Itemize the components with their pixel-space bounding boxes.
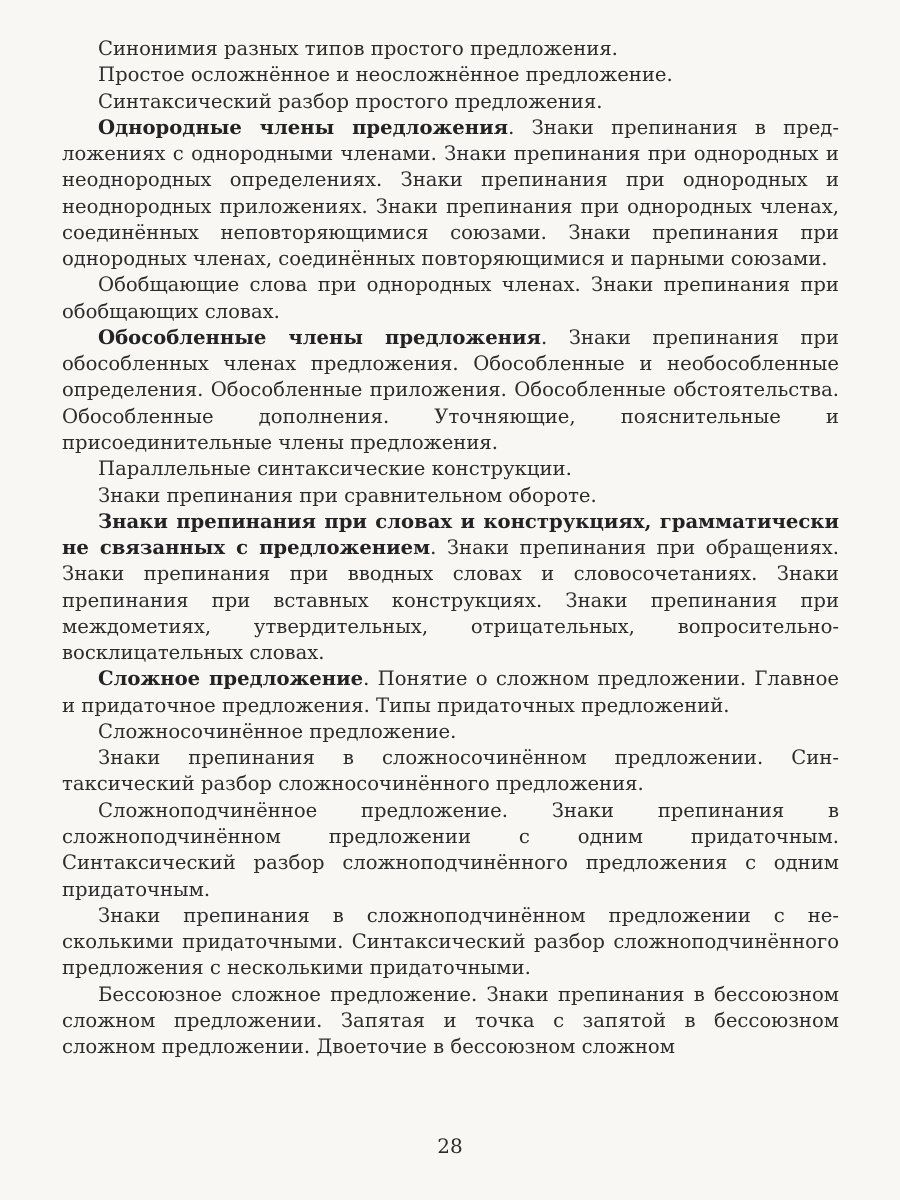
paragraph-9-text: . Знаки препинания при обращениях. Знаки препинания при вводных словах и словосочетаниях. Знаки препинания при вставных конструкциях. Знаки препинания при междометиях, утвердительных, отрицательных, вопросительно-восклицательных словах.: [62, 536, 839, 665]
paragraph-12-text: Знаки препинания в сложносочинённом предложении. Синтаксический разбор сложносочинённого предложения.: [62, 746, 839, 796]
paragraph-11-text: Сложносочинённое предложение.: [98, 719, 457, 743]
paragraph-4: [62, 115, 839, 273]
paragraph-15-text: Бессоюзное сложное предложение. Знаки препинания в бессоюзном сложном предложении. Запятая и точка с запятой в бессоюзном сложном предложении. Двоеточие в бессоюзном сложном: [62, 982, 839, 1059]
paragraph-7-text: Параллельные синтаксические конструкции.: [98, 457, 572, 481]
paragraph-2: [62, 62, 839, 88]
paragraph-9: [62, 509, 839, 667]
paragraph-6-lead: Обособленные члены предложения: [98, 325, 542, 349]
paragraph-12: [62, 745, 839, 798]
page-body-text: [62, 36, 839, 1060]
paragraph-11: [62, 719, 839, 745]
paragraph-3: [62, 89, 839, 115]
paragraph-1-text: Синонимия разных типов простого предложения.: [98, 37, 618, 60]
paragraph-10: [62, 666, 839, 719]
paragraph-13-text: Сложноподчинённое предложение. Знаки препинания в сложноподчинённом предложении с одним придаточным. Синтаксический разбор сложноподчинённого предложения с одним придаточным.: [62, 798, 839, 901]
paragraph-14: [62, 903, 839, 982]
paragraph-9-lead: Знаки препинания при словах и конструкциях, грамматически не связанных с предложением: [62, 509, 839, 560]
page-number: 28: [437, 1134, 463, 1158]
paragraph-7: [62, 456, 839, 482]
paragraph-8: [62, 483, 839, 509]
paragraph-4-text: . Знаки препинания в предложениях с однородными членами. Знаки препинания при однородных и неоднородных определениях. Знаки препинания при однородных и неоднородных приложениях. Знаки препинания при однородных членах, соединённых неповторяющимися союзами. Знаки препинания при однородных членах, соединённых повторяющимися и парными союзами.: [62, 115, 839, 271]
paragraph-15: [62, 982, 839, 1061]
paragraph-10-text: . Понятие о сложном предложении. Главное и придаточное предложения. Типы придаточных предложений.: [62, 667, 839, 717]
paragraph-3-text: Синтаксический разбор простого предложения.: [98, 89, 603, 113]
paragraph-14-text: Знаки препинания в сложноподчинённом предложении с несколькими придаточными. Синтаксический разбор сложноподчинённого предложения с несколькими придаточными.: [62, 903, 839, 980]
paragraph-4-lead: Однородные члены предложения: [98, 115, 509, 139]
paragraph-10-lead: Сложное предложение: [98, 667, 364, 691]
paragraph-5-text: Обобщающие слова при однородных членах. Знаки препинания при обобщающих словах.: [62, 273, 839, 323]
paragraph-6-text: . Знаки препинания при обособленных членах предложения. Обособленные и необособленные определения. Обособленные приложения. Обособленные обстоятельства. Обособленные дополнения. Уточняющие, пояснительные и присоединительные члены предложения.: [62, 325, 839, 454]
paragraph-5: [62, 272, 839, 325]
paragraph-1: [62, 36, 839, 62]
paragraph-13: [62, 798, 839, 903]
paragraph-2-text: Простое осложнённое и неосложнённое предложение.: [98, 63, 673, 87]
paragraph-8-text: Знаки препинания при сравнительном обороте.: [98, 483, 597, 507]
paragraph-6: [62, 325, 839, 456]
